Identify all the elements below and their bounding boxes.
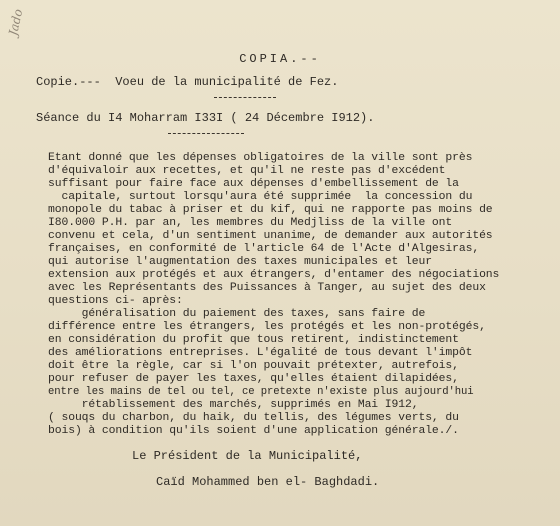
document-title: COPIA.-- (239, 52, 321, 66)
body-line: doit être la règle, car si l'on pouvait prétexter, autrefois, (48, 360, 459, 372)
body-line: rétablissement des marchés, supprimés en Mai I912, (48, 399, 419, 411)
session-line: Séance du I4 Moharram I33I ( 24 Décembre I912). (36, 111, 375, 125)
body-line: convenu et cela, d'un sentiment unanime, de demander aux autorités (48, 230, 493, 242)
body-line: qui autorise l'augmentation des taxes municipales et leur (48, 256, 432, 268)
body-line: entre les mains de tel ou tel, ce pretexte n'existe plus aujourd'hui (48, 386, 474, 398)
body-line: Etant donné que les dépenses obligatoires de la ville sont près (48, 152, 473, 164)
body-line: en considération du profit que tous retirent, indistinctement (48, 334, 459, 346)
body-line: ( souqs du charbon, du haik, du tellis, des légumes verts, du (48, 412, 459, 424)
session-underline (168, 133, 244, 134)
body-line: I80.000 P.H. par an, les membres du Medjliss de la ville ont (48, 217, 453, 229)
body-line: françaises, en conformité de l'article 64 de l'Acte d'Algesiras, (48, 243, 480, 255)
body-line: différence entre les étrangers, les protégés et les non-protégés, (48, 321, 486, 333)
body-line: pour refuser de payer les taxes, qu'elles étaient dilapidées, (48, 373, 459, 385)
body-line: bois) à condition qu'ils soient d'une application générale./. (48, 425, 459, 437)
body-line: avec les Représentants des Puissances à Tanger, au sujet des deux (48, 282, 486, 294)
body-line: capitale, surtout lorsqu'aura été supprimée la concession du (48, 191, 473, 203)
body-line: généralisation du paiement des taxes, sans faire de (48, 308, 426, 320)
body-line: monopole du tabac à priser et du kif, qui ne rapporte pas moins de (48, 204, 493, 216)
body-line: extension aux protégés et aux étrangers, d'entamer des négociations (48, 269, 500, 281)
document-heading: Copie.--- Voeu de la municipalité de Fez. (36, 75, 339, 89)
body-line: d'équivaloir aux recettes, et qu'il ne reste pas d'excédent (48, 165, 446, 177)
body-line: questions ci- après: (48, 295, 183, 307)
signature-title: Le Président de la Municipalité, (132, 449, 363, 463)
body-line: suffisant pour faire face aux dépenses d'embellissement de la (48, 178, 459, 190)
body-line: des améliorations entreprises. L'égalité de tous devant l'impôt (48, 347, 473, 359)
margin-handwritten-note: Jado (6, 7, 26, 37)
heading-underline (214, 97, 276, 98)
signature-name: Caïd Mohammed ben el- Baghdadi. (156, 475, 380, 489)
